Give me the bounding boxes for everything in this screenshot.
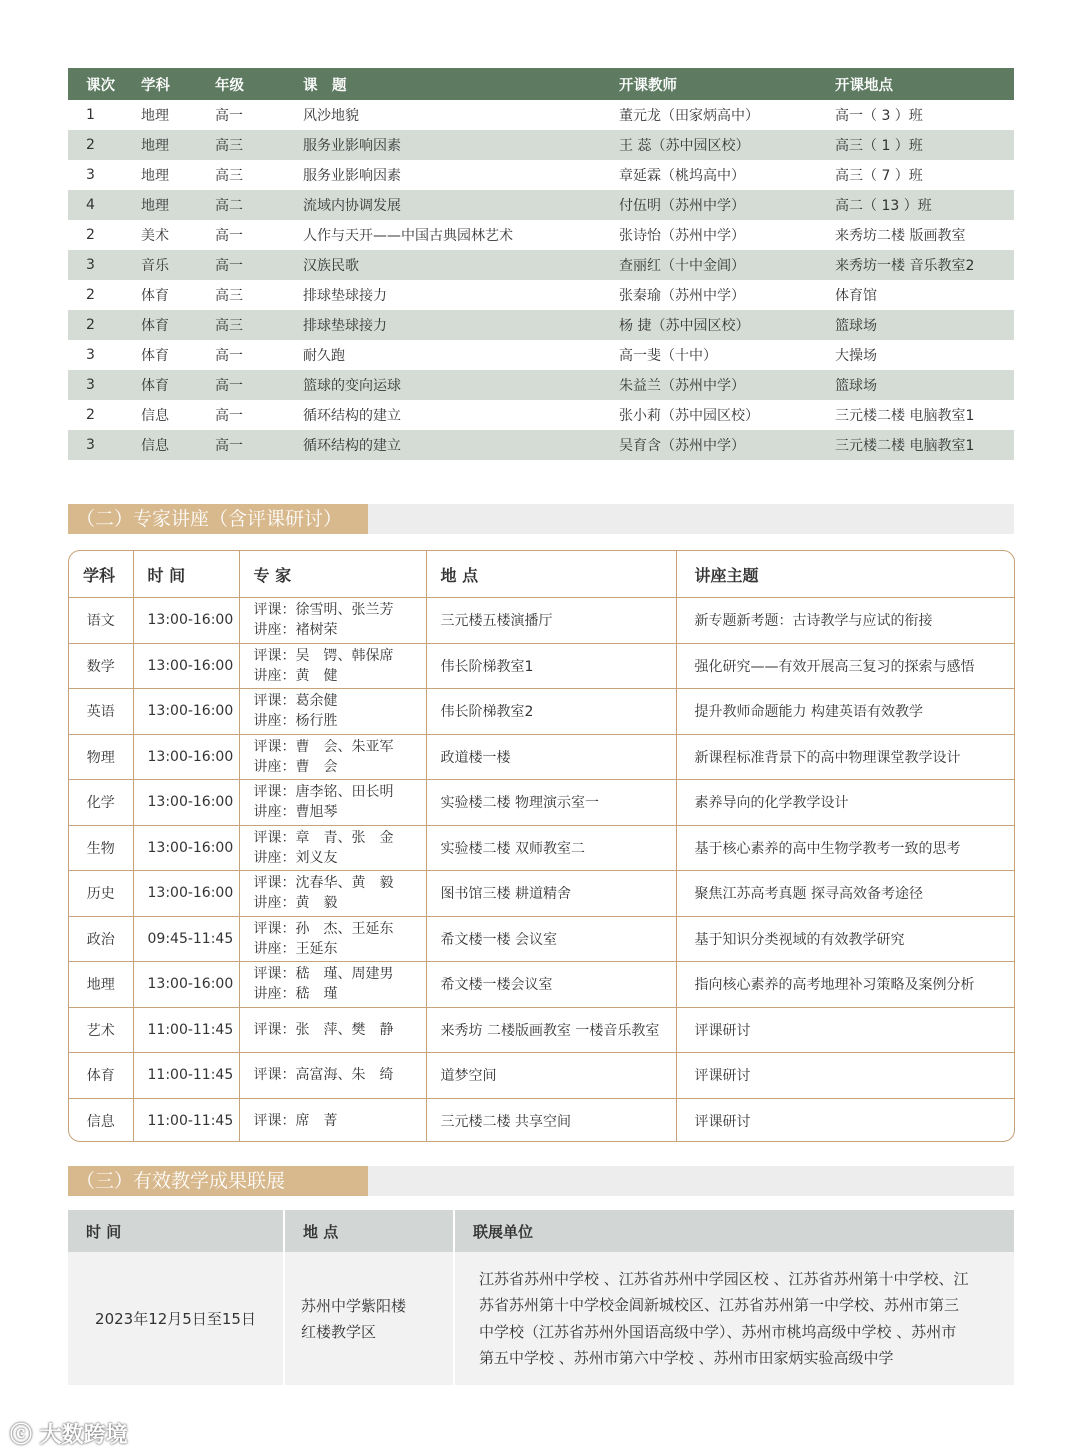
lecture-expert: 讲座：曹 会 — [253, 758, 338, 775]
review-experts: 评课：徐雪明、张兰芳 — [253, 602, 394, 619]
subject-cell: 语文 — [69, 598, 133, 644]
place-line-2: 红楼教学区 — [301, 1322, 377, 1341]
review-experts: 评课：孙 杰、王延东 — [253, 920, 394, 937]
subject-cell: 地理 — [141, 190, 215, 220]
topic-cell: 服务业影响因素 — [303, 130, 619, 160]
teacher-cell: 董元龙（田家炳高中） — [619, 108, 759, 124]
location-cell: 高一（ 3 ）班 — [835, 108, 923, 124]
exhibition-place — [284, 1252, 454, 1385]
lecture-row — [69, 871, 1014, 917]
subject-cell: 生物 — [69, 825, 133, 871]
place-cell: 实验楼二楼 物理演示室一 — [426, 780, 676, 826]
expert-cell — [239, 598, 426, 644]
lecture-expert: 讲座：刘义友 — [253, 849, 338, 866]
grade-cell: 高一 — [215, 430, 303, 460]
review-experts: 评课：章 青、张 金 — [253, 829, 394, 846]
schedule-row — [68, 220, 1014, 250]
grade-cell: 高三 — [215, 288, 243, 304]
lecture-expert: 讲座：嵇 瑾 — [253, 986, 338, 1003]
expert-cell — [239, 871, 426, 917]
topic-cell: 循环结构的建立 — [303, 430, 619, 460]
exhibition-units — [454, 1252, 1014, 1385]
expert-cell — [239, 780, 426, 826]
exhibition-date: 2023年12月5日至15日 — [68, 1252, 284, 1385]
place-cell: 政道楼一楼 — [426, 734, 676, 780]
time-cell: 13:00-16:00 — [133, 962, 239, 1008]
subject-cell: 政治 — [69, 916, 133, 962]
header-time: 时 间 — [133, 551, 239, 598]
location-cell: 来秀坊二楼 版画教室 — [835, 228, 966, 244]
lecture-row — [69, 734, 1014, 780]
topic-cell: 汉族民歌 — [303, 250, 619, 280]
expert-cell — [239, 1098, 426, 1142]
schedule-row — [68, 160, 1014, 190]
schedule-row — [68, 430, 1014, 460]
place-line-1: 苏州中学紫阳楼 — [301, 1296, 407, 1315]
schedule-row — [68, 370, 1014, 400]
place-cell: 伟长阶梯教室2 — [426, 689, 676, 735]
subject-cell: 历史 — [69, 871, 133, 917]
subject-cell: 地理 — [141, 168, 169, 184]
place-cell: 道梦空间 — [426, 1053, 676, 1099]
location-cell: 大操场 — [835, 348, 877, 364]
topic-cell: 强化研究——有效开展高三复习的探索与感悟 — [676, 643, 1014, 689]
review-experts: 评课：嵇 瑾、周建男 — [253, 966, 394, 983]
expert-cell — [239, 825, 426, 871]
lecture-header-row — [69, 551, 1014, 598]
lecture-row — [69, 1007, 1014, 1053]
units-line: 江苏省苏州中学校 、江苏省苏州中学园区校 、江苏省苏州第十中学校、江 — [479, 1269, 969, 1288]
topic-cell: 指向核心素养的高考地理补习策略及案例分析 — [676, 962, 1014, 1008]
time-cell: 13:00-16:00 — [133, 689, 239, 735]
topic-cell: 服务业影响因素 — [303, 168, 401, 184]
teacher-cell: 章延霖（桃坞高中） — [619, 168, 745, 184]
topic-cell: 评课研讨 — [676, 1007, 1014, 1053]
topic-cell: 人作与天开——中国古典园林艺术 — [303, 228, 513, 244]
place-cell: 来秀坊 二楼版画教室 一楼音乐教室 — [426, 1007, 676, 1053]
lecture-row — [69, 643, 1014, 689]
lecture-row — [69, 598, 1014, 644]
lecture-expert: 讲座：黄 毅 — [253, 895, 338, 912]
teacher-cell: 查丽红（十中金阊） — [619, 250, 835, 280]
time-cell: 11:00-11:45 — [133, 1053, 239, 1099]
topic-cell: 风沙地貌 — [303, 108, 359, 124]
lecture-row — [69, 825, 1014, 871]
lecture-row — [69, 962, 1014, 1008]
topic-cell: 素养导向的化学教学设计 — [676, 780, 1014, 826]
subject-cell: 化学 — [69, 780, 133, 826]
lesson-cell: 4 — [68, 190, 141, 220]
topic-cell: 排球垫球接力 — [303, 288, 387, 304]
review-experts: 评课：葛余健 — [253, 693, 338, 710]
teacher-cell: 吴育含（苏州中学） — [619, 430, 835, 460]
teacher-cell: 付伍明（苏州中学） — [619, 190, 835, 220]
subject-cell: 信息 — [141, 430, 215, 460]
lesson-cell: 3 — [86, 347, 95, 363]
topic-cell: 耐久跑 — [303, 348, 345, 364]
topic-cell: 排球垫球接力 — [303, 310, 619, 340]
review-experts: 评课：高富海、朱 绮 — [253, 1067, 394, 1084]
subject-cell: 体育 — [69, 1053, 133, 1099]
lecture-row — [69, 689, 1014, 735]
header-time: 时 间 — [68, 1210, 284, 1252]
time-cell: 13:00-16:00 — [133, 871, 239, 917]
lesson-cell: 3 — [86, 167, 95, 183]
watermark-logo — [10, 1418, 128, 1449]
subject-cell: 地理 — [141, 130, 215, 160]
subject-cell: 物理 — [69, 734, 133, 780]
section3-header — [68, 1166, 1014, 1196]
grade-cell: 高三 — [215, 130, 303, 160]
subject-cell: 体育 — [141, 370, 215, 400]
subject-cell: 地理 — [69, 962, 133, 1008]
section3-title: （三）有效教学成果联展 — [68, 1166, 368, 1196]
section2-title: （二）专家讲座（含评课研讨） — [68, 504, 368, 534]
lecture-table — [69, 551, 1014, 1142]
lecture-table-frame — [68, 550, 1015, 1142]
time-cell: 13:00-16:00 — [133, 825, 239, 871]
time-cell: 13:00-16:00 — [133, 780, 239, 826]
lesson-cell: 2 — [86, 287, 95, 303]
lecture-row — [69, 1053, 1014, 1099]
lecture-expert: 讲座：褚树荣 — [253, 622, 338, 639]
header-topic: 课 题 — [303, 68, 619, 100]
place-cell: 三元楼二楼 共享空间 — [426, 1098, 676, 1142]
lecture-row — [69, 916, 1014, 962]
subject-cell: 数学 — [69, 643, 133, 689]
header-grade: 年级 — [215, 68, 303, 100]
grade-cell: 高二 — [215, 190, 303, 220]
place-cell: 伟长阶梯教室1 — [426, 643, 676, 689]
topic-cell: 流域内协调发展 — [303, 190, 619, 220]
lesson-cell: 3 — [68, 370, 141, 400]
header-topic: 讲座主题 — [676, 551, 1014, 598]
expert-cell — [239, 916, 426, 962]
topic-cell: 聚焦江苏高考真题 探寻高效备考途径 — [676, 871, 1014, 917]
place-cell: 希文楼一楼 会议室 — [426, 916, 676, 962]
subject-cell: 英语 — [69, 689, 133, 735]
schedule-row — [68, 400, 1014, 430]
time-cell: 13:00-16:00 — [133, 598, 239, 644]
header-lesson: 课次 — [68, 68, 141, 100]
topic-cell: 评课研讨 — [694, 1113, 751, 1130]
exhibition-header-row — [68, 1210, 1014, 1252]
expert-cell — [239, 1053, 426, 1099]
header-subject: 学科 — [69, 551, 133, 598]
place-cell: 图书馆三楼 耕道精舍 — [426, 871, 676, 917]
location-cell: 篮球场 — [835, 370, 1014, 400]
topic-cell: 提升教师命题能力 构建英语有效教学 — [676, 689, 1014, 735]
watermark-text: 大数跨境 — [39, 1423, 128, 1448]
expert-cell — [239, 734, 426, 780]
units-line: 苏省苏州第十中学校金阊新城校区、江苏省苏州第一中学校、苏州市第三 — [479, 1296, 960, 1314]
header-place: 地 点 — [426, 551, 676, 598]
topic-cell: 循环结构的建立 — [303, 408, 401, 424]
lesson-cell: 1 — [86, 107, 95, 123]
grade-cell: 高一 — [215, 108, 243, 124]
lecture-row — [69, 1098, 1014, 1142]
topic-cell: 新课程标准背景下的高中物理课堂教学设计 — [676, 734, 1014, 780]
lesson-cell: 3 — [68, 250, 141, 280]
time-cell: 09:45-11:45 — [133, 916, 239, 962]
subject-cell: 音乐 — [141, 250, 215, 280]
schedule-row — [68, 280, 1014, 310]
time-cell: 11:00-11:45 — [133, 1098, 239, 1142]
lesson-cell: 2 — [68, 130, 141, 160]
teacher-cell: 张秦瑜（苏州中学） — [619, 288, 745, 304]
grade-cell: 高三 — [215, 168, 243, 184]
schedule-row — [68, 340, 1014, 370]
teacher-cell: 王 蕊（苏中园区校） — [619, 130, 835, 160]
schedule-row — [68, 310, 1014, 340]
time-cell: 11:00-11:45 — [133, 1007, 239, 1053]
time-cell: 13:00-16:00 — [133, 734, 239, 780]
topic-cell: 评课研讨 — [676, 1053, 1014, 1099]
location-cell: 三元楼二楼 电脑教室1 — [835, 430, 1014, 460]
header-teacher: 开课教师 — [619, 68, 835, 100]
location-cell: 篮球场 — [835, 310, 1014, 340]
grade-cell: 高一 — [215, 348, 243, 364]
location-cell: 高三（ 1 ）班 — [835, 130, 1014, 160]
exhibition-table — [68, 1210, 1014, 1385]
teacher-cell: 杨 捷（苏中园区校） — [619, 310, 835, 340]
schedule-row — [68, 190, 1014, 220]
location-cell: 高三（ 7 ）班 — [835, 168, 923, 184]
schedule-row — [68, 250, 1014, 280]
subject-cell: 体育 — [141, 310, 215, 340]
place-cell: 实验楼二楼 双师教室二 — [426, 825, 676, 871]
review-experts: 评课：席 菁 — [253, 1112, 338, 1129]
subject-cell: 艺术 — [69, 1007, 133, 1053]
header-units: 联展单位 — [454, 1210, 1014, 1252]
grade-cell: 高一 — [215, 408, 243, 424]
schedule-header-row — [68, 68, 1014, 100]
review-experts: 评课：唐李铭、田长明 — [253, 784, 394, 801]
subject-cell: 体育 — [141, 348, 169, 364]
lesson-cell: 2 — [68, 310, 141, 340]
header-location: 开课地点 — [835, 68, 1014, 100]
expert-cell — [239, 643, 426, 689]
lesson-cell: 2 — [86, 227, 95, 243]
review-experts: 评课：曹 会、朱亚军 — [253, 738, 394, 755]
teacher-cell: 朱益兰（苏州中学） — [619, 370, 835, 400]
lecture-row — [69, 780, 1014, 826]
grade-cell: 高三 — [215, 310, 303, 340]
header-expert: 专 家 — [239, 551, 426, 598]
review-experts: 评课：吴 锷、韩保席 — [253, 647, 394, 664]
lecture-expert: 讲座：曹旭琴 — [253, 804, 338, 821]
place-cell: 三元楼五楼演播厅 — [426, 598, 676, 644]
lesson-cell: 3 — [68, 430, 141, 460]
header-place: 地 点 — [284, 1210, 454, 1252]
grade-cell: 高一 — [215, 228, 243, 244]
expert-cell — [239, 1007, 426, 1053]
location-cell: 来秀坊一楼 音乐教室2 — [835, 250, 1014, 280]
subject-cell: 地理 — [141, 108, 169, 124]
subject-cell: 美术 — [141, 228, 169, 244]
course-schedule-table — [68, 68, 1014, 460]
section2-header — [68, 504, 1014, 534]
units-line: 中学校（江苏省苏州外国语高级中学）、苏州市桃坞高级中学校 、苏州市 — [479, 1322, 957, 1341]
teacher-cell: 张小莉（苏中园区校） — [619, 408, 759, 424]
teacher-cell: 张诗怡（苏州中学） — [619, 228, 745, 244]
review-experts: 评课：沈春华、黄 毅 — [253, 875, 394, 892]
place-cell: 希文楼一楼会议室 — [426, 962, 676, 1008]
subject-cell: 信息 — [141, 408, 169, 424]
subject-cell: 信息 — [69, 1098, 133, 1142]
expert-cell — [239, 962, 426, 1008]
topic-cell: 篮球的变向运球 — [303, 370, 619, 400]
watermark-icon: ⓒ — [10, 1423, 40, 1448]
grade-cell: 高一 — [215, 250, 303, 280]
topic-cell: 新专题新考题：古诗教学与应试的衔接 — [676, 598, 1014, 644]
lecture-expert: 讲座：杨行胜 — [253, 713, 338, 730]
grade-cell: 高一 — [215, 370, 303, 400]
location-cell: 高二（ 13 ）班 — [835, 190, 1014, 220]
topic-cell: 基于核心素养的高中生物学教考一致的思考 — [676, 825, 1014, 871]
exhibition-row — [68, 1252, 1014, 1385]
topic-cell: 基于知识分类视域的有效教学研究 — [676, 916, 1014, 962]
lecture-expert: 讲座：黄 健 — [253, 667, 338, 684]
expert-cell — [239, 689, 426, 735]
subject-cell: 体育 — [141, 288, 169, 304]
teacher-cell: 高一斐（十中） — [619, 348, 717, 364]
units-line: 第五中学校 、苏州市第六中学校 、苏州市田家炳实验高级中学 — [479, 1349, 894, 1367]
lesson-cell: 2 — [86, 407, 95, 423]
header-subject: 学科 — [141, 68, 215, 100]
review-experts: 评课：张 萍、樊 静 — [253, 1021, 394, 1038]
location-cell: 体育馆 — [835, 288, 877, 304]
schedule-row — [68, 100, 1014, 130]
location-cell: 三元楼二楼 电脑教室1 — [835, 408, 975, 424]
schedule-row — [68, 130, 1014, 160]
time-cell: 13:00-16:00 — [133, 643, 239, 689]
lecture-expert: 讲座：王延东 — [253, 940, 338, 957]
